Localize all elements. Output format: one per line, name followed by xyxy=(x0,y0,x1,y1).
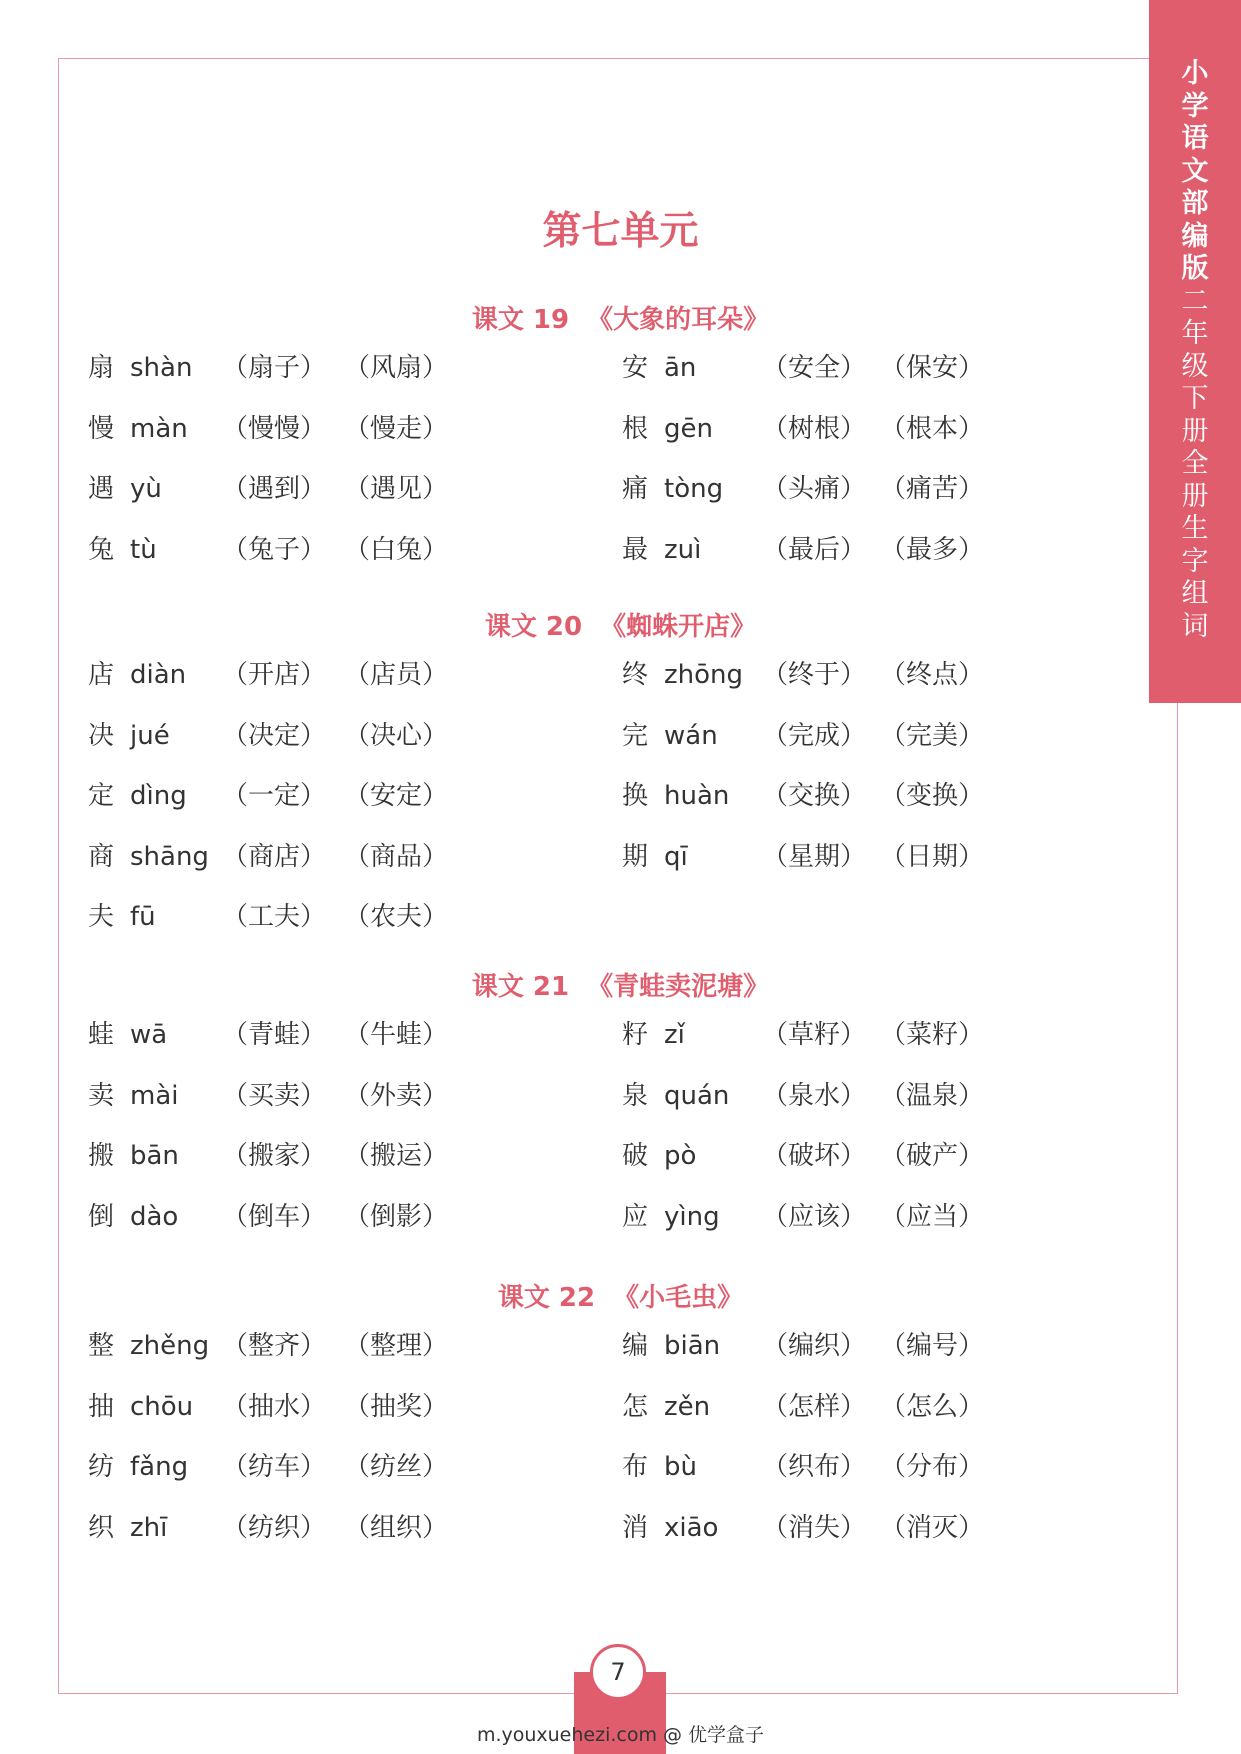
vocab-char: 安 xyxy=(622,353,649,383)
lesson-name: 《蜘蛛开店》 xyxy=(600,612,757,642)
vocab-char: 夫 xyxy=(88,902,115,932)
vocab-pinyin: qī xyxy=(664,841,688,872)
vocab-word-1: （纺车） xyxy=(222,1452,327,1482)
lesson-number: 课文 21 xyxy=(471,972,570,1002)
lesson-number: 课文 22 xyxy=(497,1283,596,1313)
vocab-pinyin: zhī xyxy=(130,1512,168,1543)
vocab-pinyin: biān xyxy=(664,1331,721,1361)
vocab-word-1: （怎样） xyxy=(762,1391,867,1422)
vocab-word-1: （完成） xyxy=(762,720,867,751)
vocab-word-1: （纺织） xyxy=(222,1512,327,1543)
vocab-word-2: （外卖） xyxy=(344,1080,449,1111)
unit-title: 第七单元 xyxy=(542,209,699,254)
vocab-char: 终 xyxy=(622,660,649,690)
lesson-name: 《大象的耳朵》 xyxy=(587,305,770,335)
vocab-word-1: （整齐） xyxy=(222,1331,327,1361)
vocab-char: 纺 xyxy=(88,1452,115,1482)
vocab-pinyin: mài xyxy=(130,1080,179,1111)
vocab-word-1: （应该） xyxy=(762,1201,867,1232)
vocab-char: 倒 xyxy=(88,1201,115,1232)
vocab-char: 布 xyxy=(622,1452,649,1482)
vocab-word-2: （变换） xyxy=(880,781,985,811)
vocab-word-2: （决心） xyxy=(344,720,449,751)
vocab-word-1: （买卖） xyxy=(222,1080,327,1111)
vocab-char: 定 xyxy=(88,781,115,811)
vocab-word-1: （泉水） xyxy=(762,1080,867,1111)
vocab-word-2: （店员） xyxy=(344,660,449,690)
vocab-pinyin: zhōng xyxy=(664,660,744,690)
vocab-word-1: （织布） xyxy=(762,1452,867,1482)
vocab-word-1: （交换） xyxy=(762,781,867,811)
vocab-word-2: （倒影） xyxy=(344,1201,449,1232)
vocab-word-1: （星期） xyxy=(762,841,867,872)
vocab-char: 泉 xyxy=(622,1080,649,1111)
vocab-word-2: （慢走） xyxy=(344,413,449,444)
side-title: 小 学 语 文 部 编 版 xyxy=(1181,58,1209,284)
vocab-char: 最 xyxy=(622,534,649,565)
vocab-pinyin: fǎng xyxy=(130,1452,189,1482)
vocab-char: 消 xyxy=(622,1512,649,1543)
vocab-word-2: （整理） xyxy=(344,1331,449,1361)
vocab-char: 根 xyxy=(622,413,649,444)
vocab-word-2: （完美） xyxy=(880,720,985,751)
vocab-char: 怎 xyxy=(622,1391,649,1422)
vocab-pinyin: quán xyxy=(664,1080,730,1111)
vocab-word-1: （决定） xyxy=(222,720,327,751)
vocab-word-1: （一定） xyxy=(222,781,327,811)
vocab-word-2: （风扇） xyxy=(344,353,449,383)
vocab-pinyin: jué xyxy=(130,720,170,751)
vocab-word-1: （青蛙） xyxy=(222,1020,327,1050)
vocab-pinyin: fū xyxy=(130,902,156,932)
vocab-pinyin: dào xyxy=(130,1201,179,1232)
vocab-word-2: （终点） xyxy=(880,660,985,690)
vocab-word-1: （兔子） xyxy=(222,534,327,565)
vocab-pinyin: màn xyxy=(130,413,188,444)
vocab-word-2: （遇见） xyxy=(344,474,449,504)
side-grade: 二 年 级 下 册 xyxy=(1181,285,1209,447)
vocab-word-1: （头痛） xyxy=(762,474,867,504)
vocab-pinyin: chōu xyxy=(130,1391,194,1422)
vocab-char: 兔 xyxy=(88,534,115,565)
vocab-char: 痛 xyxy=(622,474,649,504)
vocab-word-2: （温泉） xyxy=(880,1080,985,1111)
vocab-pinyin: tù xyxy=(130,534,157,565)
vocab-pinyin: shāng xyxy=(130,841,209,872)
vocab-char: 织 xyxy=(88,1512,115,1543)
vocab-word-1: （工夫） xyxy=(222,902,327,932)
vocab-char: 破 xyxy=(622,1141,649,1171)
side-subtitle: 全 册 生 字 组 词 xyxy=(1181,448,1209,642)
vocab-char: 决 xyxy=(88,720,115,751)
lesson-title xyxy=(0,302,1241,338)
vocab-word-1: （扇子） xyxy=(222,353,327,383)
vocab-char: 编 xyxy=(622,1331,649,1361)
vocab-word-2: （安定） xyxy=(344,781,449,811)
vocab-pinyin: huàn xyxy=(664,781,730,811)
vocab-char: 应 xyxy=(622,1201,649,1232)
vocab-pinyin: ān xyxy=(664,353,697,383)
vocab-pinyin: zǐ xyxy=(664,1020,685,1050)
vocab-word-2: （破产） xyxy=(880,1141,985,1171)
vocab-pinyin: xiāo xyxy=(664,1512,719,1543)
vocab-word-2: （痛苦） xyxy=(880,474,985,504)
vocab-word-1: （搬家） xyxy=(222,1141,327,1171)
vocab-word-2: （组织） xyxy=(344,1512,449,1543)
vocab-char: 商 xyxy=(88,841,115,872)
vocab-char: 遇 xyxy=(88,474,115,504)
vocab-word-2: （分布） xyxy=(880,1452,985,1482)
vocab-pinyin: gēn xyxy=(664,413,713,444)
vocab-word-1: （最后） xyxy=(762,534,867,565)
vocab-pinyin: diàn xyxy=(130,660,187,690)
lesson-name: 《青蛙卖泥塘》 xyxy=(587,972,770,1002)
vocab-pinyin: bān xyxy=(130,1141,179,1171)
vocab-word-2: （编号） xyxy=(880,1331,985,1361)
vocab-pinyin: zhěng xyxy=(130,1331,210,1361)
vocab-word-1: （消失） xyxy=(762,1512,867,1543)
vocab-pinyin: yìng xyxy=(664,1201,720,1232)
vocab-word-1: （安全） xyxy=(762,353,867,383)
vocab-word-1: （商店） xyxy=(222,841,327,872)
footer-credit: m.youxuehezi.com @ 优学盒子 xyxy=(476,1724,765,1746)
vocab-pinyin: yù xyxy=(130,474,162,504)
vocab-char: 搬 xyxy=(88,1141,115,1171)
vocab-word-1: （抽水） xyxy=(222,1391,327,1422)
vocab-char: 蛙 xyxy=(88,1020,115,1050)
vocab-char: 籽 xyxy=(622,1020,649,1050)
lesson-title xyxy=(0,1280,1241,1316)
vocab-word-1: （慢慢） xyxy=(222,413,327,444)
vocab-word-2: （日期） xyxy=(880,841,985,872)
vocab-pinyin: tòng xyxy=(664,474,724,504)
vocab-word-2: （保安） xyxy=(880,353,985,383)
vocab-pinyin: wā xyxy=(130,1020,168,1050)
vocab-word-2: （搬运） xyxy=(344,1141,449,1171)
vocab-pinyin: shàn xyxy=(130,353,193,383)
vocab-word-2: （牛蛙） xyxy=(344,1020,449,1050)
vocab-char: 期 xyxy=(622,841,649,872)
vocab-char: 店 xyxy=(88,660,115,690)
vocab-char: 抽 xyxy=(88,1391,115,1422)
vocab-pinyin: dìng xyxy=(130,781,187,811)
vocab-word-1: （倒车） xyxy=(222,1201,327,1232)
vocab-char: 换 xyxy=(622,781,649,811)
vocab-pinyin: zuì xyxy=(664,534,702,565)
vocab-pinyin: zěn xyxy=(664,1391,711,1422)
vocab-word-1: （树根） xyxy=(762,413,867,444)
vocab-word-2: （商品） xyxy=(344,841,449,872)
vocab-char: 慢 xyxy=(88,413,115,444)
vocab-word-2: （最多） xyxy=(880,534,985,565)
lesson-number: 课文 20 xyxy=(484,612,583,642)
vocab-word-2: （抽奖） xyxy=(344,1391,449,1422)
vocab-pinyin: bù xyxy=(664,1452,697,1482)
page-number: 7 xyxy=(590,1644,646,1700)
vocab-word-2: （菜籽） xyxy=(880,1020,985,1050)
vocab-pinyin: wán xyxy=(664,720,718,751)
vocab-word-1: （草籽） xyxy=(762,1020,867,1050)
vocab-char: 卖 xyxy=(88,1080,115,1111)
vocab-word-2: （根本） xyxy=(880,413,985,444)
side-label xyxy=(1149,58,1241,643)
vocab-pinyin: pò xyxy=(664,1141,697,1171)
vocab-word-1: （编织） xyxy=(762,1331,867,1361)
vocab-word-1: （终于） xyxy=(762,660,867,690)
vocab-word-1: （开店） xyxy=(222,660,327,690)
vocab-char: 整 xyxy=(88,1331,115,1361)
vocab-word-1: （遇到） xyxy=(222,474,327,504)
vocab-word-2: （白兔） xyxy=(344,534,449,565)
vocab-word-2: （应当） xyxy=(880,1201,985,1232)
vocab-char: 扇 xyxy=(88,353,115,383)
vocab-word-1: （破坏） xyxy=(762,1141,867,1171)
vocab-word-2: （怎么） xyxy=(880,1391,985,1422)
lesson-title xyxy=(0,609,1241,645)
vocab-word-2: （农夫） xyxy=(344,902,449,932)
vocab-word-2: （纺丝） xyxy=(344,1452,449,1482)
lesson-name: 《小毛虫》 xyxy=(613,1283,744,1313)
lesson-title xyxy=(0,969,1241,1005)
vocab-char: 完 xyxy=(622,720,649,751)
lesson-number: 课文 19 xyxy=(471,305,570,335)
vocab-word-2: （消灭） xyxy=(880,1512,985,1543)
